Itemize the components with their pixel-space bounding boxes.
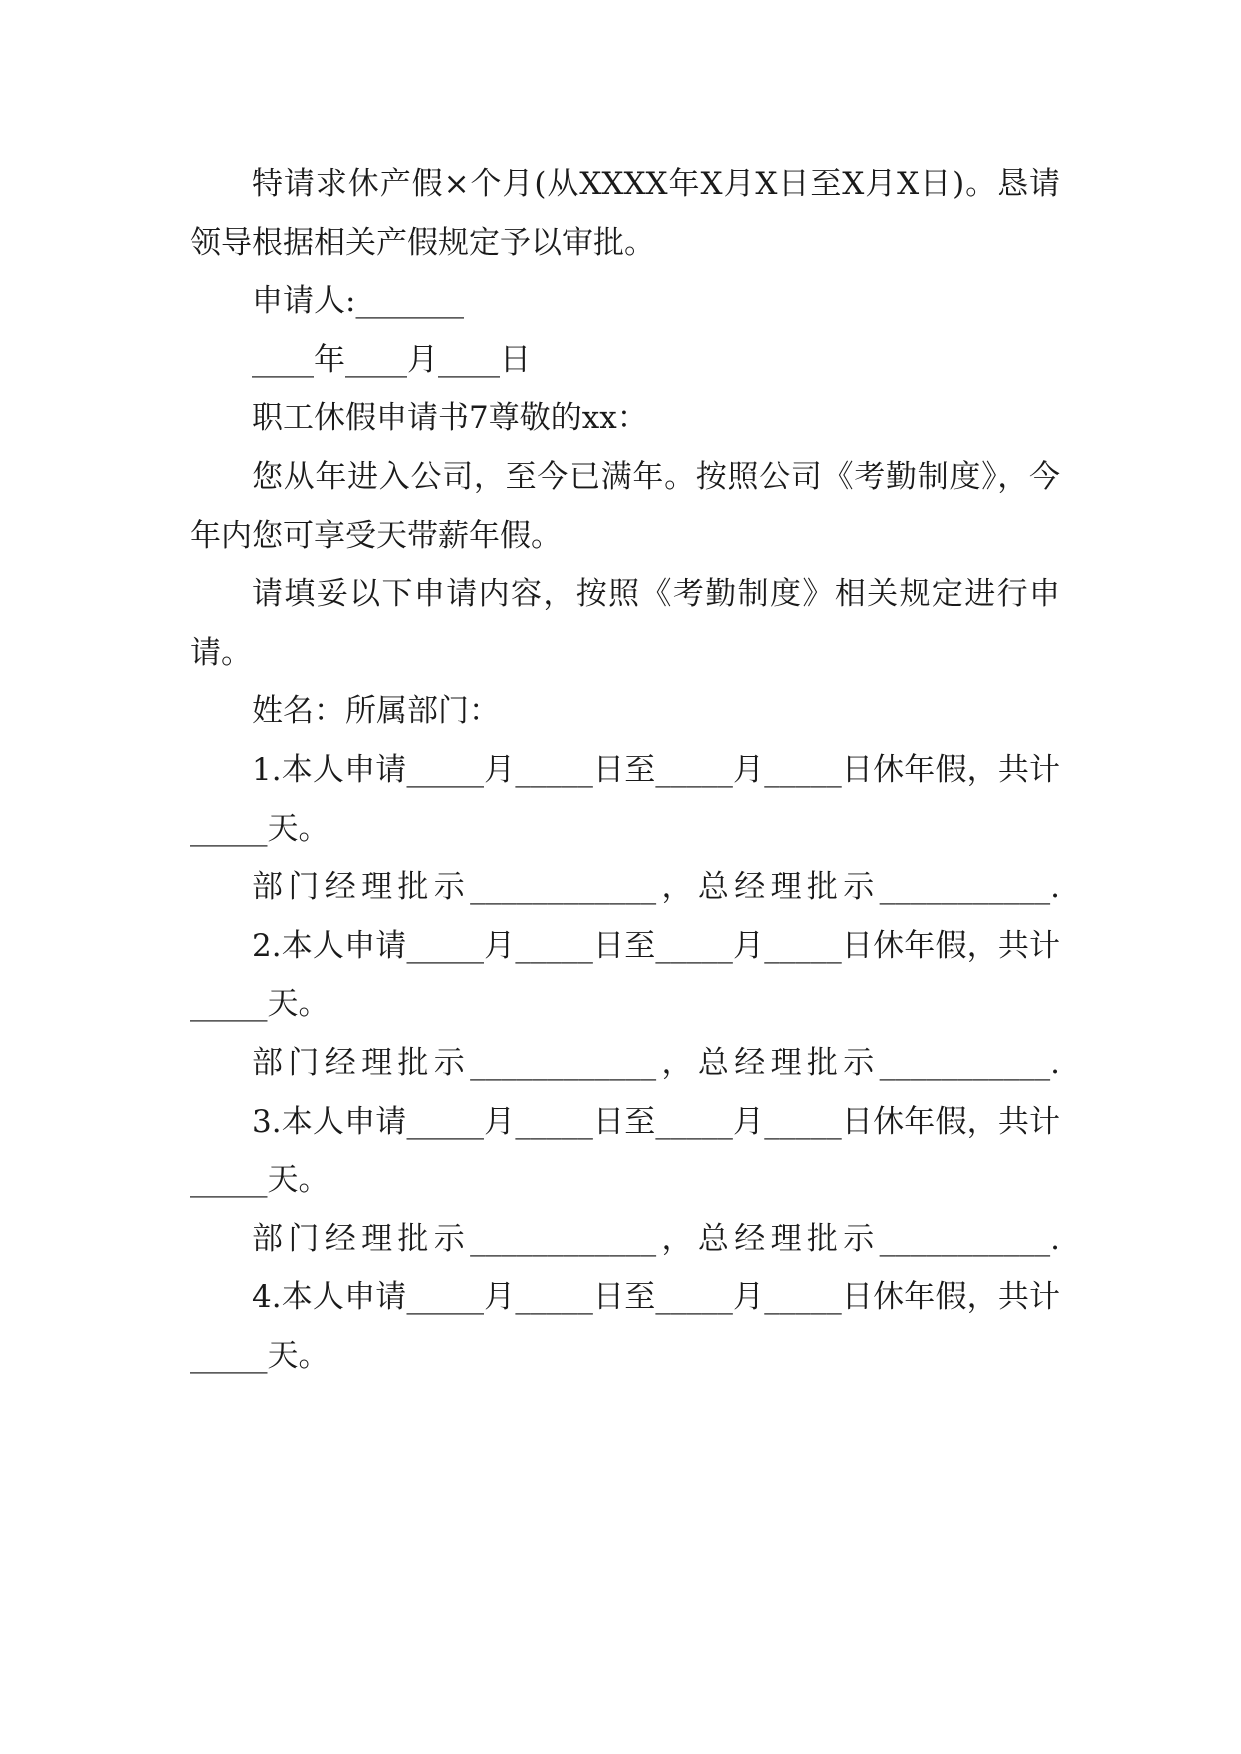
approval-line-1: 部门经理批示____________，总经理批示___________.: [252, 869, 1060, 906]
document-page: [190, 155, 1060, 1385]
date-line: ____年____月____日: [252, 341, 531, 378]
leave-request-item-3: 3.本人申请_____月_____日至_____月_____日休年假，共计_____天。: [190, 1103, 1060, 1199]
letter-heading-salutation: 职工休假申请书7尊敬的xx：: [252, 400, 648, 437]
name-department-line: 姓名：所属部门：: [252, 693, 500, 730]
maternity-leave-request-paragraph: 特请求休产假×个月(从XXXX年X月X日至X月X日)。恳请领导根据相关产假规定予以审批。: [190, 166, 1060, 261]
approval-line-3: 部门经理批示____________，总经理批示___________.: [252, 1220, 1060, 1257]
leave-request-item-4: 4.本人申请_____月_____日至_____月_____日休年假，共计_____天。: [190, 1279, 1060, 1374]
annual-leave-intro-paragraph: 您从年进入公司，至今已满年。按照公司《考勤制度》，今年内您可享受天带薪年假。: [190, 458, 1060, 554]
leave-request-item-2: 2.本人申请_____月_____日至_____月_____日休年假，共计_____天。: [190, 927, 1060, 1023]
applicant-signature-line: 申请人:_______: [252, 283, 464, 320]
approval-line-2: 部门经理批示____________，总经理批示___________.: [252, 1044, 1060, 1081]
instruction-paragraph: 请填妥以下申请内容，按照《考勤制度》相关规定进行申请。: [190, 576, 1060, 671]
leave-request-item-1: 1.本人申请_____月_____日至_____月_____日休年假，共计_____天。: [190, 751, 1060, 847]
